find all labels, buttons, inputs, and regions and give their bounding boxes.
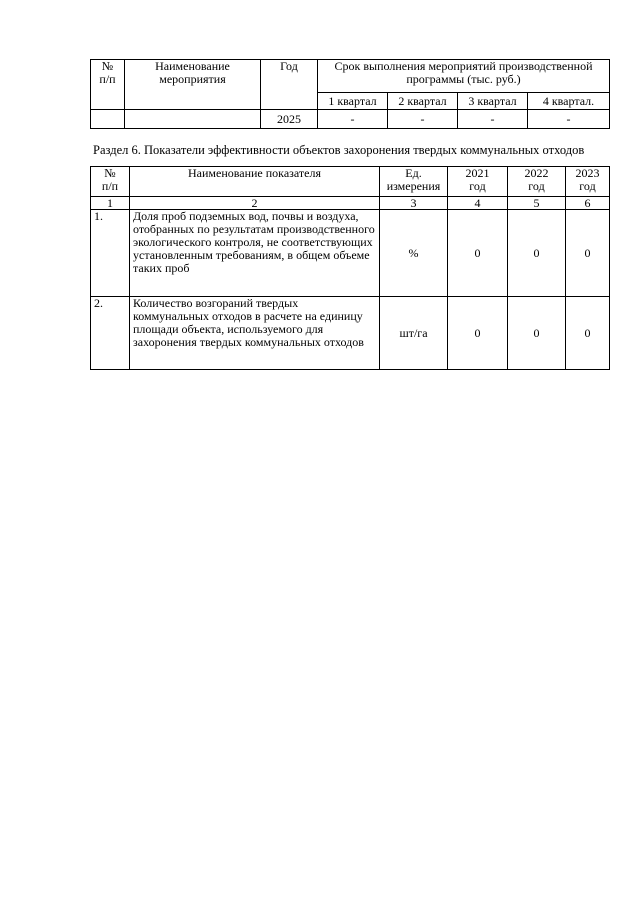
cell-num (91, 110, 125, 129)
col-number: 2 (130, 197, 380, 210)
header-event-name: Наименование мероприятия (125, 60, 261, 110)
cell-2021: 0 (448, 297, 508, 370)
col-number: 5 (508, 197, 566, 210)
header-num: № п/п (91, 60, 125, 110)
header-year: Год (261, 60, 318, 110)
header-unit: Ед. измерения (380, 167, 448, 197)
section-title: Раздел 6. Показатели эффективности объектов захоронения твердых коммунальных отходов (93, 143, 585, 157)
performance-indicators-table (90, 166, 610, 370)
cell-q4: - (528, 110, 610, 129)
cell-unit: % (380, 210, 448, 297)
header-q1: 1 квартал (318, 93, 388, 110)
program-schedule-table (90, 59, 610, 129)
cell-2023: 0 (566, 210, 610, 297)
cell-q3: - (458, 110, 528, 129)
cell-q1: - (318, 110, 388, 129)
table-row (91, 210, 610, 297)
table-row (91, 110, 610, 129)
column-numbers-row (91, 197, 610, 210)
col-number: 6 (566, 197, 610, 210)
header-q4: 4 квартал. (528, 93, 610, 110)
cell-year: 2025 (261, 110, 318, 129)
cell-num: 2. (91, 297, 130, 370)
cell-indicator-name: Количество возгораний твердых коммунальных отходов в расчете на единицу площади объекта, используемого для захоронения твердых коммунальных отходов (130, 297, 380, 370)
cell-2023: 0 (566, 297, 610, 370)
cell-name (125, 110, 261, 129)
header-num: № п/п (91, 167, 130, 197)
header-q3: 3 квартал (458, 93, 528, 110)
cell-2022: 0 (508, 210, 566, 297)
header-2021: 2021 год (448, 167, 508, 197)
col-number: 4 (448, 197, 508, 210)
cell-2021: 0 (448, 210, 508, 297)
cell-2022: 0 (508, 297, 566, 370)
col-number: 1 (91, 197, 130, 210)
header-2022: 2022 год (508, 167, 566, 197)
cell-indicator-name: Доля проб подземных вод, почвы и воздуха, отобранных по результатам производственного экологического контроля, не соответствующих установленным требованиям, в общем объеме таких проб (130, 210, 380, 297)
col-number: 3 (380, 197, 448, 210)
cell-q2: - (388, 110, 458, 129)
header-term: Срок выполнения мероприятий производственной программы (тыс. руб.) (318, 60, 610, 93)
header-indicator-name: Наименование показателя (130, 167, 380, 197)
cell-unit: шт/га (380, 297, 448, 370)
header-q2: 2 квартал (388, 93, 458, 110)
header-2023: 2023 год (566, 167, 610, 197)
cell-num: 1. (91, 210, 130, 297)
table-row (91, 297, 610, 370)
